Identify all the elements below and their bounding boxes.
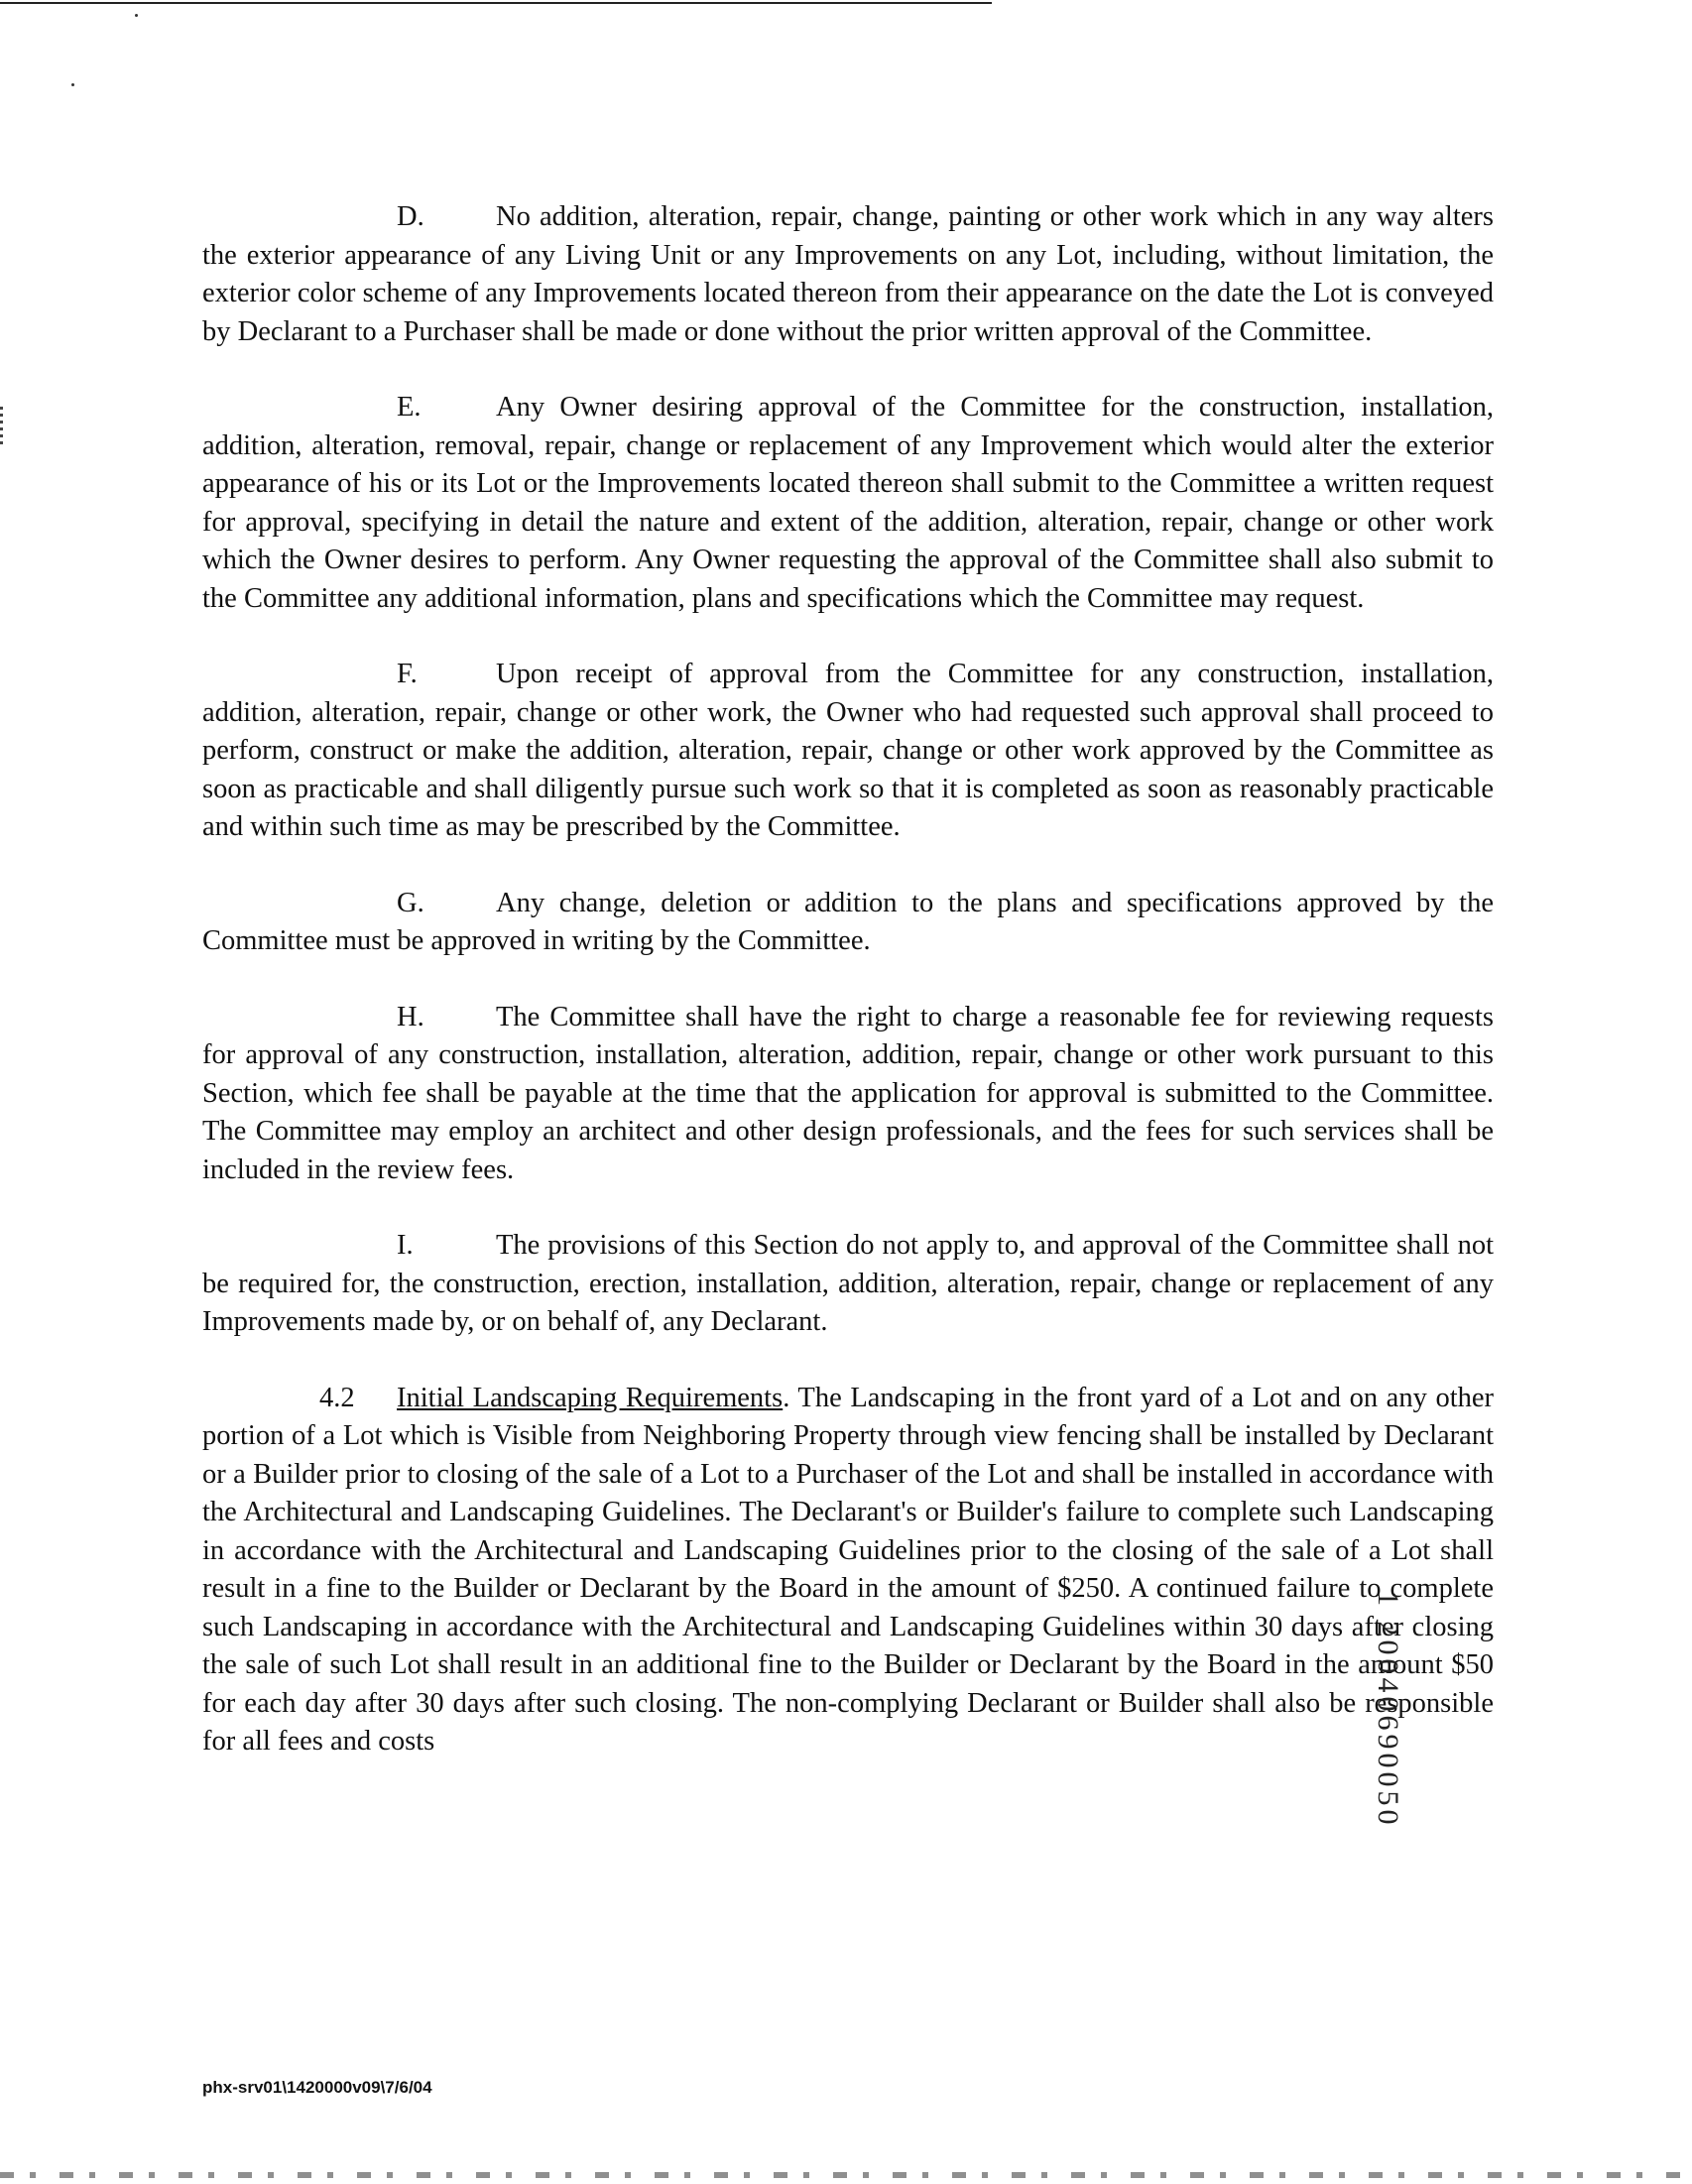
paragraph-label: F.	[397, 659, 418, 689]
paragraph-text: Any Owner desiring approval of the Committee for the construction, installation, addition, alteration, removal, repair, change or replacement of any Improvement which would alter the exterior appearance of his or its Lot or the Improvements located thereon shall submit to the Committee a written request for approval, specifying in detail the nature and extent of the addition, alteration, repair, change or other work which the Owner desires to perform. Any Owner requesting the approval of the Committee shall also submit to the Committee any additional information, plans and specifications which the Committee may request.	[202, 392, 1494, 614]
document-body	[202, 198, 1494, 1761]
scan-speck	[135, 14, 138, 17]
paragraph-e	[202, 389, 1494, 618]
scan-speck	[71, 83, 74, 86]
paragraph-f	[202, 656, 1494, 847]
paragraph-h	[202, 999, 1494, 1190]
paragraph-g	[202, 885, 1494, 961]
section-text: . The Landscaping in the front yard of a Lot and on any other portion of a Lot which is Visible from Neighboring Property through view fencing shall be installed by Declarant or a Builder prior to closing of the sale of a Lot to a Purchaser of the Lot and shall be installed in accordance with the Architectural and Landscaping Guidelines. The Declarant's or Builder's failure to complete such Landscaping in accordance with the Architectural and Landscaping Guidelines prior to the closing of the sale of a Lot shall result in a fine to the Builder or Declarant by the Board in the amount of $250. A continued failure to complete such Landscaping in accordance with the Architectural and Landscaping Guidelines within 30 days after closing the sale of such Lot shall result in an additional fine to the Builder or Declarant by the Board in the amount $50 for each day after 30 days after such closing. The non-complying Declarant or Builder shall also be responsible for all fees and costs	[202, 1382, 1494, 1757]
bottom-scan-marks	[0, 2172, 1692, 2178]
left-edge-marks	[0, 407, 3, 446]
paragraph-text: The Committee shall have the right to charge a reasonable fee for reviewing requests for approval of any construction, installation, alteration, addition, repair, change or other work pursuant to this Section, which fee shall be payable at the time that the application for approval is submitted to the Committee. The Committee may employ an architect and other design professionals, and the fees for such services shall be included in the review fees.	[202, 1001, 1494, 1185]
paragraph-text: No addition, alteration, repair, change, painting or other work which in any way alters the exterior appearance of any Living Unit or any Improvements on any Lot, including, without limitation, the exterior color scheme of any Improvements located thereon from their appearance on the date the Lot is conveyed by Declarant to a Purchaser shall be made or done without the prior written approval of the Committee.	[202, 201, 1494, 347]
top-scan-rule	[0, 2, 992, 4]
paragraph-label: E.	[397, 392, 422, 423]
paragraph-text: The provisions of this Section do not apply to, and approval of the Committee shall not be required for, the construction, erection, installation, addition, alteration, repair, change or replacement of any Improvements made by, or on behalf of, any Declarant.	[202, 1230, 1494, 1337]
paragraph-label: H.	[397, 1001, 424, 1032]
paragraph-i	[202, 1227, 1494, 1342]
document-footer-id: phx-srv01\1420000v09\7/6/04	[202, 2078, 432, 2097]
section-4-2	[202, 1380, 1494, 1761]
recording-number-stamp	[1365, 1591, 1424, 1849]
paragraph-label: D.	[397, 201, 424, 232]
paragraph-text: Any change, deletion or addition to the plans and specifications approved by the Committee must be approved in writing by the Committee.	[202, 887, 1494, 956]
paragraph-label: G.	[397, 887, 424, 918]
paragraph-text: Upon receipt of approval from the Committee for any construction, installation, addition, alteration, repair, change or other work, the Owner who had requested such approval shall proceed to perform, construct or make the addition, alteration, repair, change or other work approved by the Committee as soon as practicable and shall diligently pursue such work so that it is completed as soon as reasonably practicable and within such time as may be prescribed by the Committee.	[202, 659, 1494, 842]
recording-number-text: 1 20040690050	[1372, 1591, 1404, 1829]
paragraph-label: I.	[397, 1230, 414, 1261]
paragraph-d	[202, 198, 1494, 351]
section-heading: Initial Landscaping Requirements	[397, 1382, 784, 1413]
section-number: 4.2	[319, 1382, 355, 1413]
